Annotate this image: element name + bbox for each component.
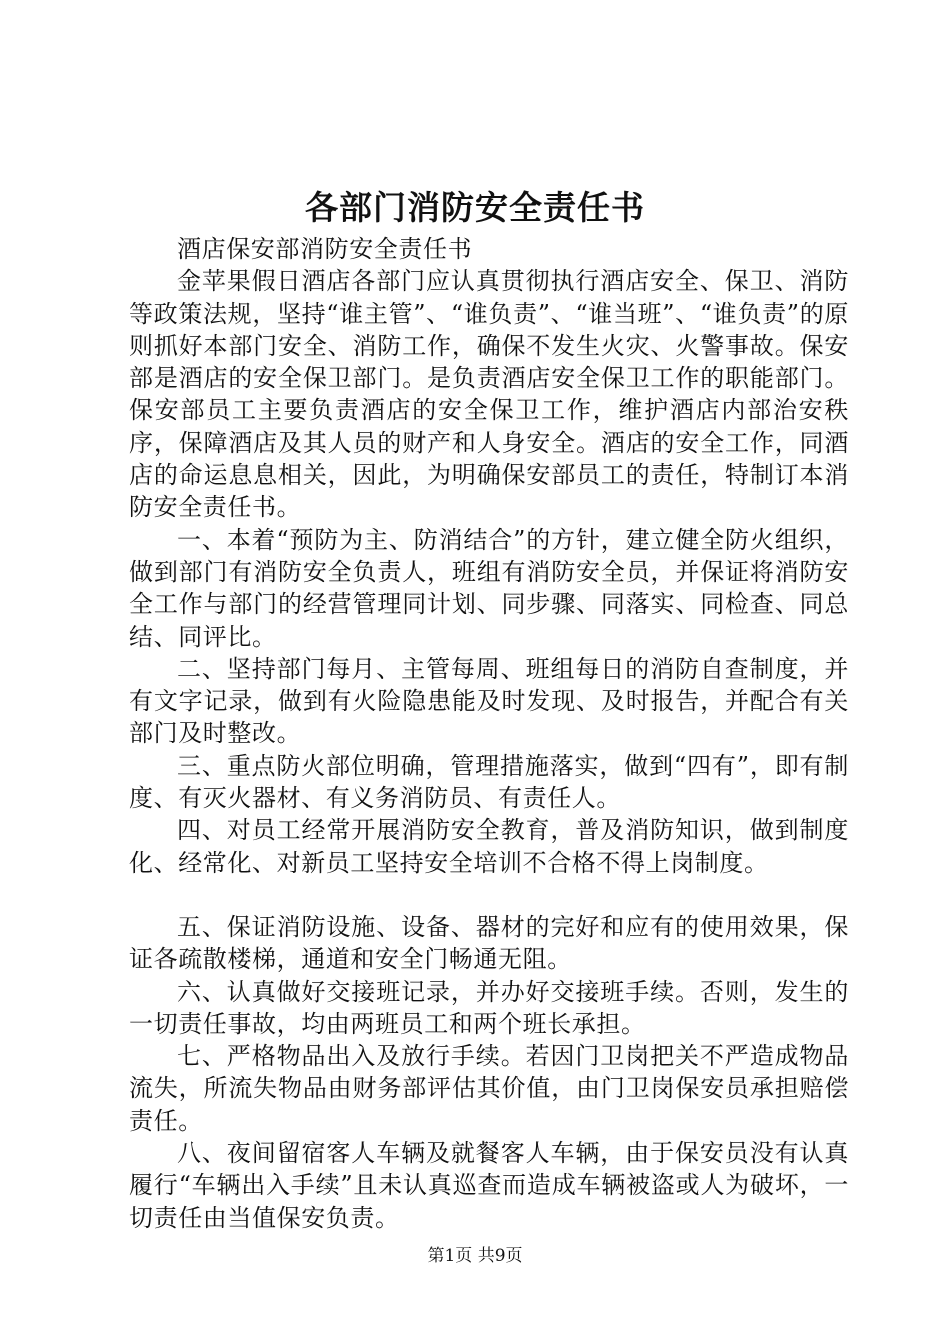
paragraph-item-8: 八、夜间留宿客人车辆及就餐客人车辆，由于保安员没有认真履行“车辆出入手续”且未认真巡查而造成车辆被盗或人为破坏，一切责任由当值保安负责。 [129,1139,849,1232]
page-number-footer: 第1页 共9页 [427,1246,523,1266]
paragraph-subtitle: 酒店保安部消防安全责任书 [177,235,473,263]
paragraph-item-5: 五、保证消防设施、设备、器材的完好和应有的使用效果，保证各疏散楼梯，通道和安全门畅通无阻。 [129,912,849,974]
document-title: 各部门消防安全责任书 [305,188,645,227]
paragraph-item-3: 三、重点防火部位明确，管理措施落实，做到“四有”，即有制度、有灭火器材、有义务消防员、有责任人。 [129,751,849,813]
paragraph-intro: 金苹果假日酒店各部门应认真贯彻执行酒店安全、保卫、消防等政策法规，坚持“谁主管”、“谁负责”、“谁当班”、“谁负责”的原则抓好本部门安全、消防工作，确保不发生火灾、火警事故。保安部是酒店的安全保卫部门。是负责酒店安全保卫工作的职能部门。保安部员工主要负责酒店的安全保卫工作，维护酒店内部治安秩序，保障酒店及其人员的财产和人身安全。酒店的安全工作，同酒店的命运息息相关，因此，为明确保安部员工的责任，特制订本消防安全责任书。 [129,267,849,522]
paragraph-item-7: 七、严格物品出入及放行手续。若因门卫岗把关不严造成物品流失，所流失物品由财务部评估其价值，由门卫岗保安员承担赔偿责任。 [129,1042,849,1135]
document-body [129,233,849,1234]
paragraph-item-6: 六、认真做好交接班记录，并办好交接班手续。否则，发生的一切责任事故，均由两班员工和两个班长承担。 [129,977,849,1038]
paragraph-item-2: 二、坚持部门每月、主管每周、班组每日的消防自查制度，并有文字记录，做到有火险隐患能及时发现、及时报告，并配合有关部门及时整改。 [129,654,849,748]
paragraph-item-4: 四、对员工经常开展消防安全教育，普及消防知识，做到制度化、经常化、对新员工坚持安全培训不合格不得上岗制度。 [129,816,849,877]
paragraph-item-1: 一、本着“预防为主、防消结合”的方针，建立健全防火组织，做到部门有消防安全负责人，班组有消防安全员，并保证将消防安全工作与部门的经营管理同计划、同步骤、同落实、同检查、同总结、同评比。 [129,525,849,651]
